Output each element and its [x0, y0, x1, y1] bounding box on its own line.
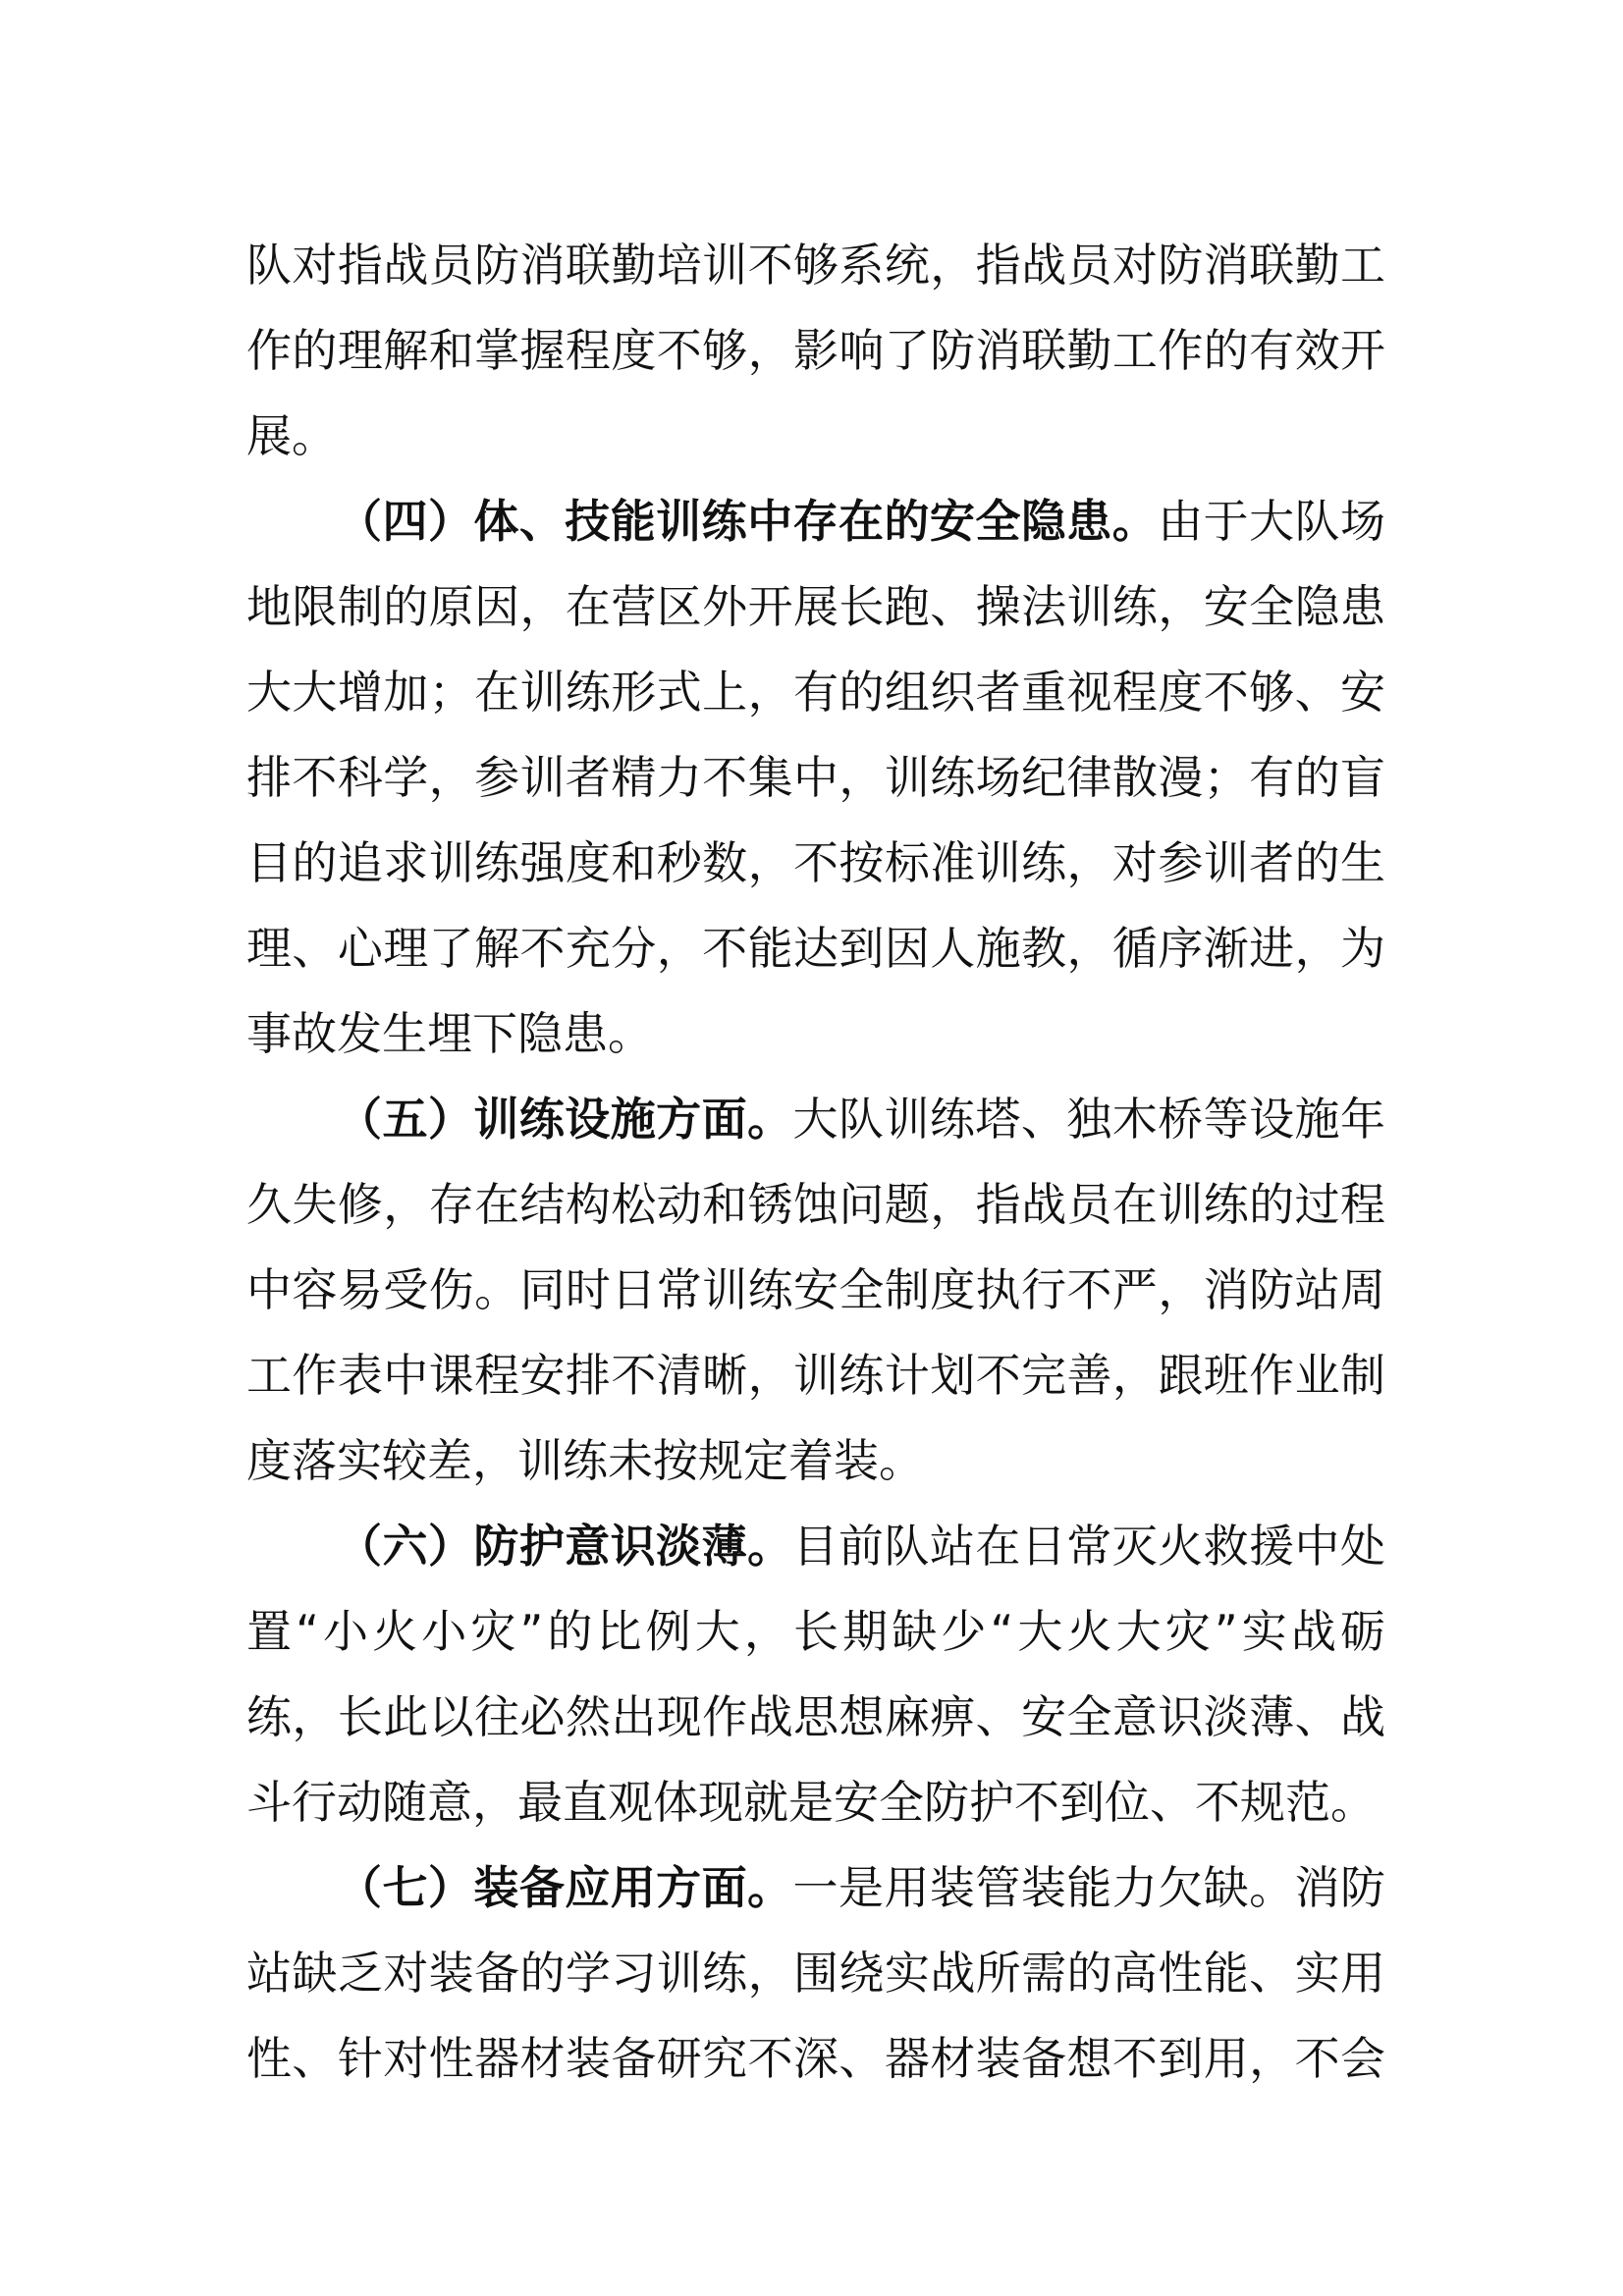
body-text: 排不科学，参训者精力不集中，训练场纪律散漫；有的盲: [246, 751, 1385, 804]
paragraph: [246, 1845, 1385, 2102]
text-line: [246, 650, 1385, 735]
body-text: 斗行动随意，最直观体现就是安全防护不到位、不规范。: [246, 1776, 1376, 1829]
body-text: 作的理解和掌握程度不够，影响了防消联勤工作的有效开: [246, 324, 1385, 377]
text-line: [246, 223, 1385, 308]
text-line: [246, 735, 1385, 821]
body-text: 中容易受伤。同时日常训练安全制度执行不严，消防站周: [246, 1263, 1385, 1316]
text-line: [246, 906, 1385, 991]
text-line: [246, 1931, 1385, 2016]
body-text: 地限制的原因，在营区外开展长跑、操法训练，安全隐患: [246, 580, 1385, 633]
body-text: 性、针对性器材装备研究不深、器材装备想不到用，不会: [246, 2032, 1385, 2085]
body-text: 大大增加；在训练形式上，有的组织者重视程度不够、安: [246, 666, 1385, 719]
text-line: [246, 2016, 1385, 2102]
text-line: [246, 394, 1385, 479]
body-text: 目前队站在日常灭火救援中处: [792, 1520, 1386, 1573]
text-line: [246, 1162, 1385, 1248]
text-line: [246, 1504, 1385, 1589]
body-text: 展。: [246, 409, 337, 462]
body-text: 一是用装管装能力欠缺。消防: [792, 1861, 1386, 1914]
body-text: 站缺乏对装备的学习训练，围绕实战所需的高性能、实用: [246, 1947, 1385, 2000]
body-text: 由于大队场: [1158, 495, 1386, 548]
text-line: [246, 1675, 1385, 1760]
body-text: 工作表中课程安排不清晰，训练计划不完善，跟班作业制: [246, 1349, 1385, 1402]
text-line: [246, 1760, 1385, 1845]
text-line: [246, 1077, 1385, 1162]
body-text: 目的追求训练强度和秒数，不按标准训练，对参训者的生: [246, 836, 1385, 889]
text-line: [246, 479, 1385, 564]
body-text: 大队训练塔、独木桥等设施年: [792, 1093, 1386, 1146]
paragraph: [246, 1504, 1385, 1845]
document-body: [246, 223, 1385, 2102]
text-line: [246, 308, 1385, 394]
section-heading: （六）防护意识淡薄。: [337, 1520, 793, 1573]
section-heading: （七）装备应用方面。: [337, 1861, 793, 1914]
text-line: [246, 821, 1385, 906]
text-line: [246, 1333, 1385, 1418]
paragraph: [246, 223, 1385, 479]
body-text: 久失修，存在结构松动和锈蚀问题，指战员在训练的过程: [246, 1178, 1385, 1231]
body-text: 事故发生埋下隐患。: [246, 1007, 653, 1060]
paragraph: [246, 1077, 1385, 1504]
text-line: [246, 1589, 1385, 1675]
section-heading: （四）体、技能训练中存在的安全隐患。: [337, 495, 1159, 548]
body-text: 练，长此以往必然出现作战思想麻痹、安全意识淡薄、战: [246, 1690, 1385, 1743]
body-text: 理、心理了解不充分，不能达到因人施教，循序渐进，为: [246, 922, 1385, 975]
section-heading: （五）训练设施方面。: [337, 1093, 793, 1146]
text-line: [246, 991, 1385, 1077]
text-line: [246, 1845, 1385, 1931]
text-line: [246, 1248, 1385, 1333]
text-line: [246, 1418, 1385, 1504]
paragraph: [246, 479, 1385, 1077]
body-text: 置“小火小灾”的比例大，长期缺少“大火大灾”实战砺: [246, 1605, 1385, 1658]
text-line: [246, 564, 1385, 650]
body-text: 度落实较差，训练未按规定着装。: [246, 1434, 924, 1487]
body-text: 队对指战员防消联勤培训不够系统，指战员对防消联勤工: [246, 239, 1385, 292]
